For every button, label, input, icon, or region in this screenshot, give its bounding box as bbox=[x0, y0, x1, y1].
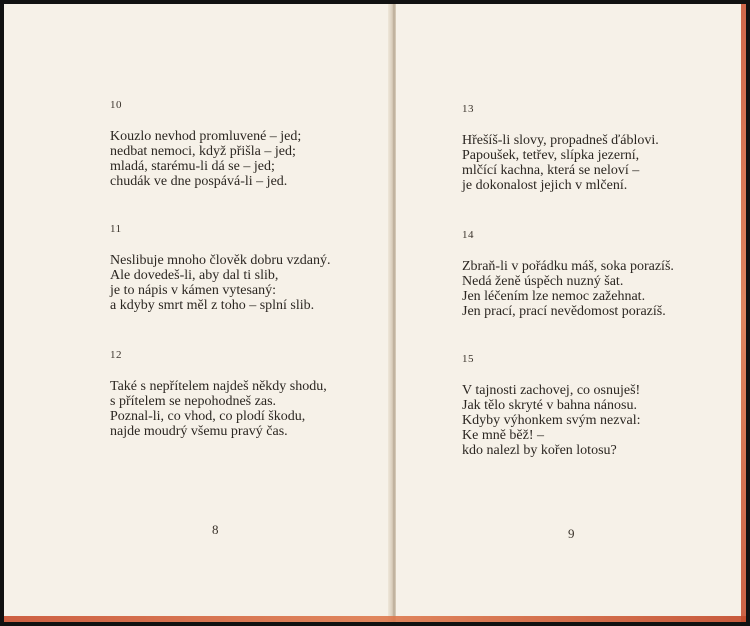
poem-line: mladá, starému-li dá se – jed; bbox=[110, 159, 275, 174]
left-page bbox=[4, 4, 392, 622]
poem-line: a kdyby smrt měl z toho – splní slib. bbox=[110, 298, 315, 313]
poem-line: Hřešíš-li slovy, propadneš ďáblovi. bbox=[462, 133, 659, 148]
poem-line: V tajnosti zachovej, co osnuješ! bbox=[462, 383, 641, 398]
poem-line: najde moudrý všemu pravý čas. bbox=[110, 424, 288, 439]
poem-line: Jen léčením lze nemoc zažehnat. bbox=[462, 289, 646, 304]
poem-line: Také s nepřítelem najdeš někdy shodu, bbox=[110, 379, 327, 394]
poem-11 bbox=[110, 224, 330, 313]
poem-line: mlčící kachna, která se neloví – bbox=[462, 163, 640, 178]
poem-line: Nedá ženě úspěch nuzný šat. bbox=[462, 274, 624, 289]
page-number: 9 bbox=[568, 526, 575, 541]
poem-13 bbox=[462, 104, 659, 193]
poem-12 bbox=[110, 350, 327, 439]
poem-number: 11 bbox=[110, 223, 122, 235]
poem-number: 12 bbox=[110, 349, 122, 361]
poem-line: Ke mně běž! – bbox=[462, 428, 545, 443]
poem-line: s přítelem se nepohodneš zas. bbox=[110, 394, 277, 409]
poem-line: kdo nalezl by kořen lotosu? bbox=[462, 443, 617, 458]
right-page bbox=[396, 4, 746, 622]
poem-line: Poznal-li, co vhod, co plodí škodu, bbox=[110, 409, 306, 424]
poem-line: Kouzlo nevhod promluvené – jed; bbox=[110, 129, 302, 144]
poem-line: Papoušek, tetřev, slípka jezerní, bbox=[462, 148, 640, 163]
page-edge-right bbox=[741, 4, 746, 622]
poem-number: 15 bbox=[462, 353, 474, 365]
page-edge-bottom bbox=[4, 616, 746, 622]
poem-number: 10 bbox=[110, 99, 122, 111]
poem-line: chudák ve dne pospává-li – jed. bbox=[110, 174, 288, 189]
poem-10 bbox=[110, 100, 301, 189]
poem-line: Zbraň-li v pořádku máš, soka porazíš. bbox=[462, 259, 674, 274]
poem-line: Neslibuje mnoho člověk dobru vzdaný. bbox=[110, 253, 331, 268]
poem-number: 14 bbox=[462, 229, 474, 241]
poem-line: je to nápis v kámen vytesaný: bbox=[110, 283, 277, 298]
poem-line: Jak tělo skryté v bahna nánosu. bbox=[462, 398, 637, 413]
poem-14 bbox=[462, 230, 674, 319]
poem-line: je dokonalost jejich v mlčení. bbox=[462, 178, 628, 193]
poem-line: Ale dovedeš-li, aby dal ti slib, bbox=[110, 268, 279, 283]
poem-number: 13 bbox=[462, 103, 474, 115]
book-spread bbox=[4, 4, 746, 622]
poem-line: Jen prací, prací nevědomost porazíš. bbox=[462, 304, 666, 319]
poem-line: nedbat nemoci, když přišla – jed; bbox=[110, 144, 296, 159]
poem-line: Kdyby výhonkem svým nezval: bbox=[462, 413, 641, 428]
page-number: 8 bbox=[212, 522, 219, 537]
poem-15 bbox=[462, 354, 640, 458]
